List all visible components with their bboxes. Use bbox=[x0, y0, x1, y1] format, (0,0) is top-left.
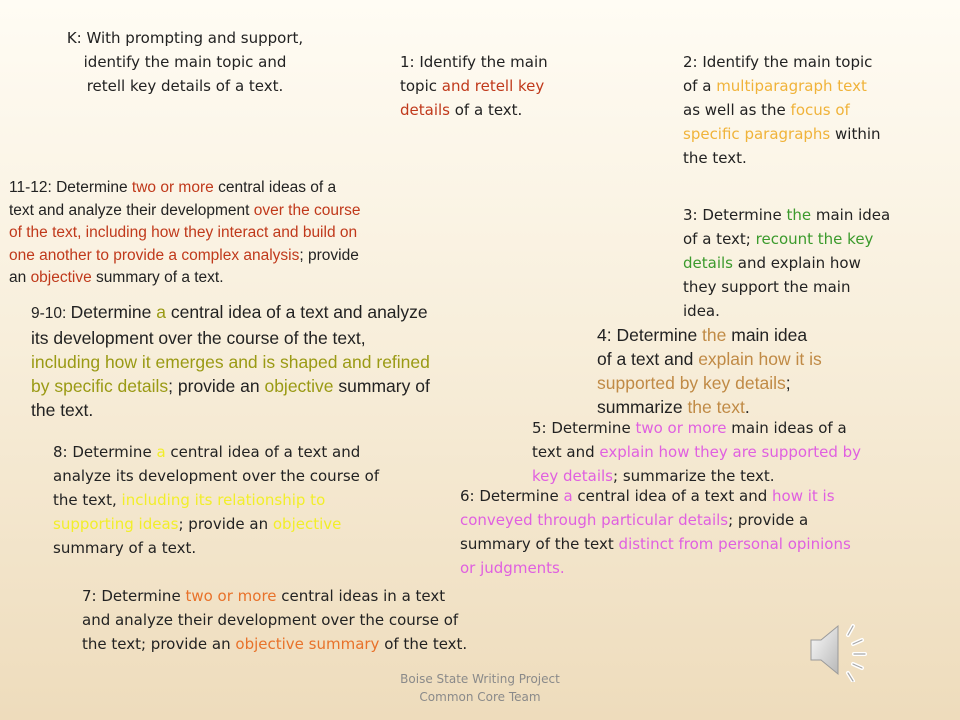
standard-grade-1 bbox=[400, 50, 580, 122]
standard-k-line: identify the main topic and bbox=[83, 53, 287, 71]
standard-k-line: K: With prompting and support, bbox=[66, 29, 304, 47]
standard-line: an objective summary of a text. bbox=[9, 269, 224, 286]
standard-line: its development over the course of the text, bbox=[31, 328, 366, 348]
standard-line: supported by key details; bbox=[597, 373, 791, 393]
standard-line: 2: Identify the main topic bbox=[683, 53, 873, 71]
standard-line: supporting ideas; provide an objective bbox=[53, 515, 342, 533]
standard-line: 5: Determine two or more main ideas of a bbox=[532, 419, 847, 437]
standard-line: 3: Determine the main idea bbox=[683, 206, 891, 224]
standard-line: or judgments. bbox=[460, 559, 565, 577]
standard-line: 4: Determine the main idea bbox=[597, 325, 808, 345]
standard-line: they support the main bbox=[683, 278, 851, 296]
standard-line: conveyed through particular details; provide a bbox=[460, 511, 809, 529]
standard-line: 9-10: Determine a central idea of a text and analyze bbox=[31, 302, 428, 322]
standard-line: 1: Identify the main bbox=[400, 53, 548, 71]
footer-line: Common Core Team bbox=[419, 690, 541, 704]
standard-line: the text. bbox=[31, 400, 94, 420]
standard-grade-5 bbox=[532, 416, 902, 488]
standard-grade-4 bbox=[597, 323, 857, 419]
standard-line: topic and retell key bbox=[400, 77, 545, 95]
speaker-icon[interactable] bbox=[808, 618, 878, 682]
standard-line: one another to provide a complex analysis; provide bbox=[9, 246, 359, 264]
standard-line: as well as the focus of bbox=[683, 101, 850, 119]
standard-line: of a text and explain how it is bbox=[597, 349, 822, 369]
standard-line: 8: Determine a central idea of a text and bbox=[53, 443, 361, 461]
footer-line: Boise State Writing Project bbox=[400, 672, 560, 686]
standard-grade-2 bbox=[683, 50, 923, 170]
standard-line: of the text, including how they interact and build on bbox=[9, 224, 358, 241]
standard-line: the text; provide an objective summary of the text. bbox=[82, 635, 468, 653]
standard-line: details of a text. bbox=[400, 101, 523, 119]
standard-k bbox=[50, 26, 320, 98]
standard-grade-11-12 bbox=[9, 177, 449, 290]
standard-line: idea. bbox=[683, 302, 720, 320]
standard-grade-3 bbox=[683, 203, 923, 323]
footer-credit bbox=[360, 670, 600, 706]
standard-grade-9-10 bbox=[31, 300, 501, 422]
standard-line: by specific details; provide an objective summary of bbox=[31, 376, 430, 396]
standard-line: 6: Determine a central idea of a text and how it is bbox=[460, 487, 835, 505]
standard-line: of a multiparagraph text bbox=[683, 77, 867, 95]
standard-line: summary of the text distinct from personal opinions bbox=[460, 535, 851, 553]
standard-line: summarize the text. bbox=[597, 397, 750, 417]
standard-line: summary of a text. bbox=[53, 539, 197, 557]
standard-grade-8 bbox=[53, 440, 433, 560]
standard-line: key details; summarize the text. bbox=[532, 467, 775, 485]
standard-k-line: retell key details of a text. bbox=[86, 77, 284, 95]
standard-line: the text. bbox=[683, 149, 747, 167]
standard-line: specific paragraphs within bbox=[683, 125, 881, 143]
standard-line: details and explain how bbox=[683, 254, 861, 272]
standard-line: text and analyze their development over the course bbox=[9, 201, 361, 219]
standard-line: analyze its development over the course of bbox=[53, 467, 380, 485]
standard-line: and analyze their development over the course of bbox=[82, 611, 459, 629]
standard-line: of a text; recount the key bbox=[683, 230, 874, 248]
standard-line: the text, including its relationship to bbox=[53, 491, 326, 509]
standard-grade-7 bbox=[82, 584, 522, 656]
standard-line: text and explain how they are supported by bbox=[532, 443, 862, 461]
standard-line: including how it emerges and is shaped and refined bbox=[31, 352, 430, 372]
standard-line: 11-12: Determine two or more central ideas of a bbox=[9, 179, 337, 196]
standard-grade-6 bbox=[460, 484, 930, 580]
standard-line: 7: Determine two or more central ideas in a text bbox=[82, 587, 446, 605]
